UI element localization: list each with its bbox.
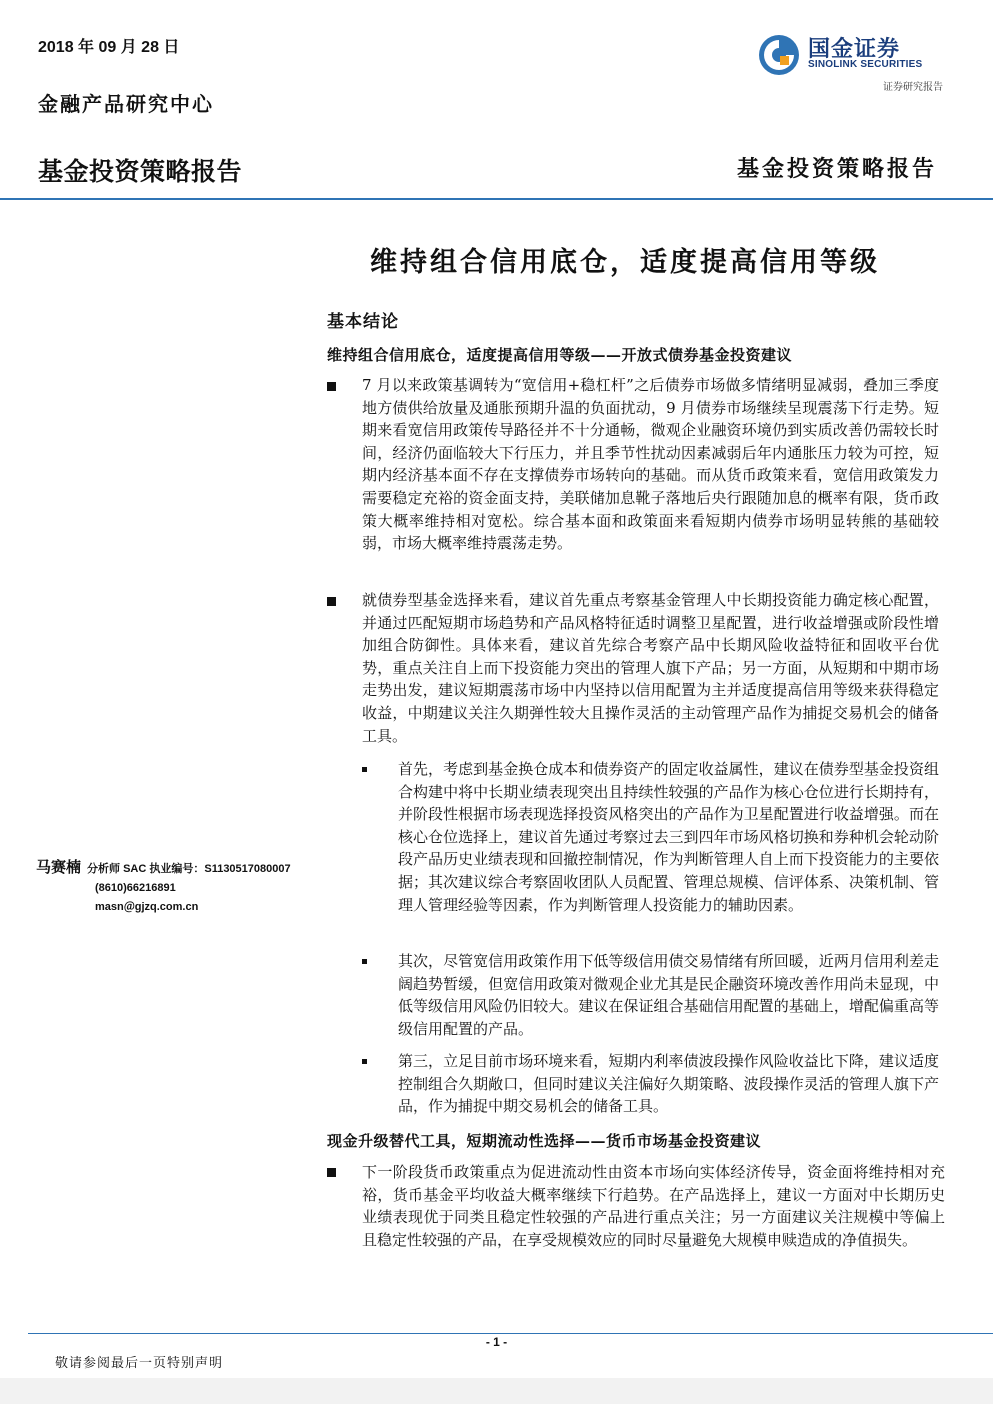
department-name: 金融产品研究中心 [38,92,214,116]
logo-english-name: SINOLINK SECURITIES [808,59,923,70]
bullet-square [327,597,336,606]
logo-subtitle: 证券研究报告 [883,82,943,93]
bullet-square [327,1168,336,1177]
paragraph-first: 首先，考虑到基金换仓成本和债券资产的固定收益属性，建议在债券型基金投资组合构建中将中长期业绩表现突出且持续性较强的产品作为核心仓位进行长期持有，并阶段性根据市场表现选择投资风格突出的产品作为卫星配置进行收益增强。而在核心仓位选择上，建议首先通过考察过去三到四年市场风格切换和券种机会轮动阶段产品历史业绩表现和回撤控制情况，作为判断管理人自上而下投资能力的主要依据；其次建议综合考察固收团队人员配置、管理总规模、信评体系、决策机制、管理人管理经验等因素，作为判断管理人投资能力的辅助因素。 [398,760,939,914]
sub-heading-bond: 维持组合信用底仓，适度提高信用等级——开放式债券基金投资建议 [327,346,793,364]
bullet-small [362,767,367,772]
report-date: 2018 年 09 月 28 日 [38,39,180,56]
section-heading: 基本结论 [327,312,399,332]
bullet-small [362,959,367,964]
paragraph-selection: 就债券型基金选择来看，建议首先重点考察基金管理人中长期投资能力确定核心配置，并通过匹配短期市场趋势和产品风格特征适时调整卫星配置，进行收益增强或阶段性增加组合防御性。具体来看，建议首先综合考察产品中长期风险收益特征和固收平台优势，重点关注自上而下投资能力突出的管理人旗下产品；另一方面，从短期和中期市场走势出发，建议短期震荡市场中内坚持以信用配置为主并适度提高信用等级来获得稳定收益，中期建议关注久期弹性较大且操作灵活的主动管理产品作为捕捉交易机会的储备工具。 [362,591,939,745]
author-email: masn＠gjzq.com.cn [95,901,199,913]
paragraph-third: 第三，立足目前市场环境来看，短期内利率债波段操作风险收益比下降，建议适度控制组合久期敞口，但同时建议关注偏好久期策略、波段操作灵活的管理人旗下产品，作为捕捉中期交易机会的储备工具。 [398,1052,939,1116]
footer-band [0,1378,993,1404]
author-phone: (8610)66216891 [95,882,176,894]
company-logo [756,30,946,80]
bullet-small [362,1059,367,1064]
author-sac-number: 分析师 SAC 执业编号：S1130517080007 [87,863,291,875]
footer-disclaimer-note: 敬请参阅最后一页特别声明 [55,1356,224,1371]
paragraph-market: 7 月以来政策基调转为“宽信用+稳杠杆”之后债券市场做多情绪明显减弱，叠加三季度地方债供给放量及通胀预期升温的负面扰动，9 月债券市场继续呈现震荡下行走势。短期来看宽信用政策传导路径并不十分通畅，微观企业融资环境仍到实质改善仍需较长时间，经济仍面临较大下行压力，并且季节性扰动因素减弱后年内通胀压力较为可控，短期内经济基本面不存在支撑债券市场转向的基础。而从货币政策来看，宽信用政策发力需要稳定充裕的资金面支持，美联储加息靴子落地后央行跟随加息的概率有限，货币政策大概率维持相对宽松。综合基本面和政策面来看短期内债券市场明显转熊的基础较弱，市场大概率维持震荡走势。 [362,376,939,553]
report-type: 基金投资策略报告 [38,158,243,186]
report-title: 维持组合信用底仓，适度提高信用等级 [370,247,880,278]
logo-chinese-name: 国金证券 [808,36,901,61]
header-divider [0,198,993,200]
footer-divider [28,1333,993,1334]
bullet-square [327,382,336,391]
sub-heading-money-market: 现金升级替代工具，短期流动性选择——货币市场基金投资建议 [327,1132,762,1150]
author-block [36,858,291,917]
page-number: - 1 - [485,1335,508,1349]
paragraph-second: 其次，尽管宽信用政策作用下低等级信用债交易情绪有所回暖，近两月信用利差走阔趋势暂缓，但宽信用政策对微观企业尤其是民企融资环境改善作用尚未显现，中低等级信用风险仍旧较大。建议在保证组合基础信用配置的基础上，增配偏重高等级信用配置的产品。 [398,952,939,1038]
report-type-right: 基金投资策略报告 [736,156,937,182]
logo-mark-icon [756,32,802,78]
paragraph-money-market: 下一阶段货币政策重点为促进流动性由资本市场向实体经济传导，资金面将维持相对充裕，货币基金平均收益大概率继续下行趋势。在产品选择上，建议一方面对中长期历史业绩表现优于同类且稳定性较强的产品进行重点关注；另一方面建议关注规模中等偏上且稳定性较强的产品，在享受规模效应的同时尽量避免大规模申赎造成的净值损失。 [362,1163,945,1249]
author-name: 马赛楠 [36,858,82,876]
